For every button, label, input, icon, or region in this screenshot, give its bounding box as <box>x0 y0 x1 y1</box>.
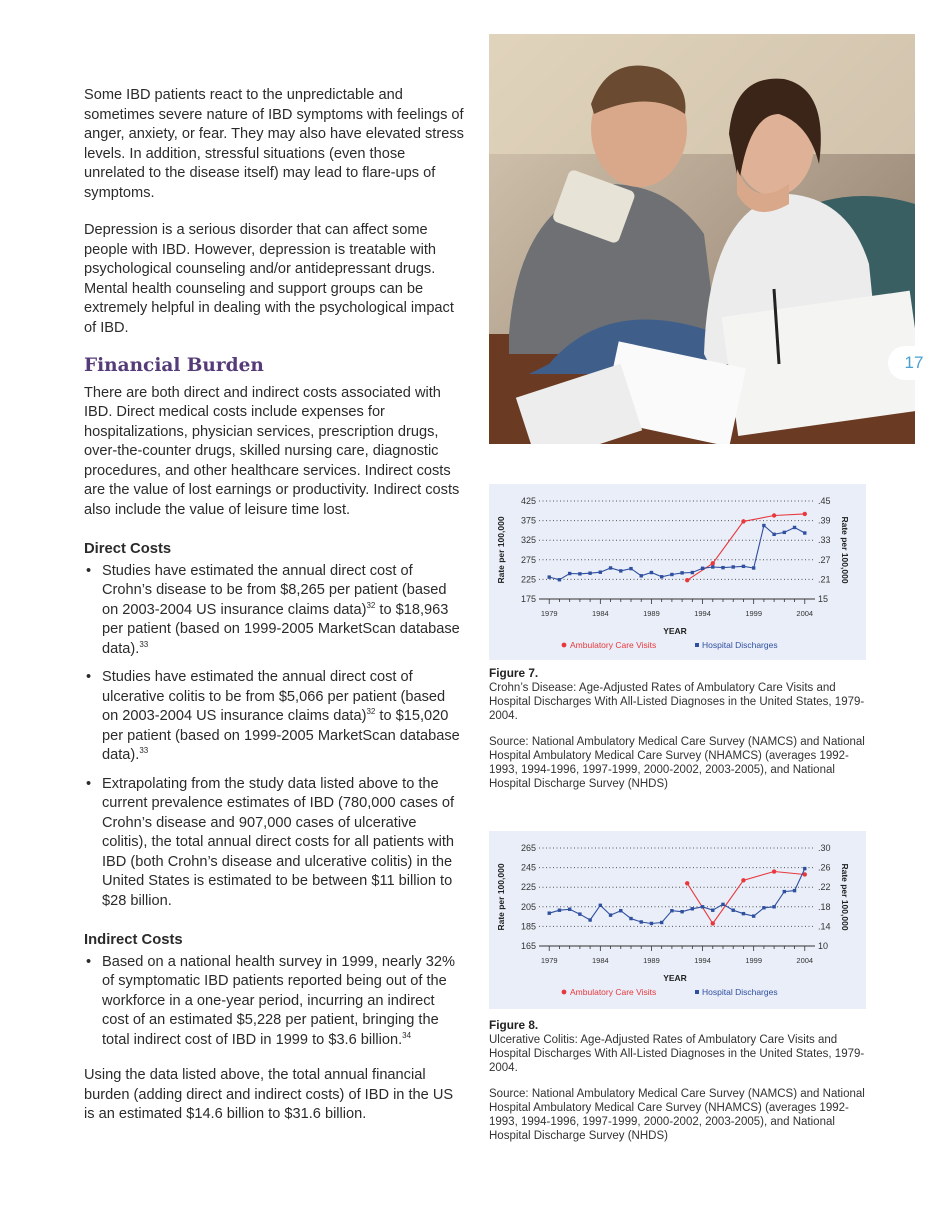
figure7-source: Source: National Ambulatory Medical Care Survey (NAMCS) and National Hospital Ambulatory Medical Care Survey (NHAMCS) (averages 1992-1993, 1994-1996, 1997-1999, 2000-2002, 2003-2005), and National Hospital Discharge Survey (NHDS) <box>489 736 865 790</box>
crohns-disease-chart <box>489 484 866 660</box>
hospital-discharges-point <box>558 578 561 581</box>
y-tick-label-right: .45 <box>818 496 831 506</box>
x-tick-label: 1989 <box>643 956 660 965</box>
hospital-discharges-point <box>629 917 632 920</box>
x-axis-title: YEAR <box>663 626 687 636</box>
hospital-discharges-point <box>680 910 683 913</box>
hospital-discharges-point <box>721 566 724 569</box>
hospital-discharges-point <box>742 565 745 568</box>
hospital-discharges-point <box>711 565 714 568</box>
hospital-discharges-point <box>588 571 591 574</box>
bullet-icon: • <box>86 775 92 792</box>
y-tick-label-right: 10 <box>818 941 829 951</box>
figure8-caption: Ulcerative Colitis: Age-Adjusted Rates of Ambulatory Care Visits and Hospital Discharges With All-Listed Diagnoses in the United States, 1979-2004. <box>489 1034 865 1074</box>
indirect-costs-list <box>84 953 464 1051</box>
ambulatory-visits-point <box>711 561 715 565</box>
y-axis-title-left: Rate per 100,000 <box>496 863 506 931</box>
hospital-discharges-point <box>732 909 735 912</box>
reference-number: 33 <box>139 746 149 756</box>
hospital-discharges-line <box>549 869 805 924</box>
hospital-discharges-point <box>599 904 602 907</box>
hospital-discharges-point <box>711 909 714 912</box>
y-tick-label-left: 205 <box>520 901 536 912</box>
hospital-discharges-point <box>640 920 643 923</box>
chart-box-figure8 <box>489 831 866 1009</box>
legend-ambulatory-marker <box>562 990 567 995</box>
page-number: 17 <box>888 346 940 380</box>
hospital-discharges-point <box>670 573 673 576</box>
legend-ambulatory-label: Ambulatory Care Visits <box>570 640 657 650</box>
x-tick-label: 2004 <box>796 609 814 618</box>
hospital-discharges-point <box>609 913 612 916</box>
y-tick-label-right: .33 <box>818 535 831 546</box>
hospital-discharges-point <box>783 531 786 534</box>
y-tick-label-left: 245 <box>520 862 536 873</box>
list-item: • Studies have estimated the annual direct cost of ulcerative colitis to be from $5,066 per patient (based on 2003-2004 US insurance claims data)$^{32}$ to $15,020 per patient (based on 1999-2005 MarketScan database data).$^{33}$ <box>86 669 460 763</box>
ulcerative-colitis-chart <box>489 831 866 1009</box>
hospital-discharges-point <box>762 906 765 909</box>
x-tick-label: 1979 <box>540 609 558 618</box>
y-tick-label-left: 325 <box>520 535 536 546</box>
y-tick-label-right: .14 <box>818 921 831 932</box>
legend-hospital-marker <box>695 990 699 994</box>
ambulatory-visits-point <box>711 921 715 925</box>
hospital-discharges-point <box>783 890 786 893</box>
x-axis-title: YEAR <box>663 973 687 983</box>
hospital-discharges-point <box>793 526 796 529</box>
reference-number: 34 <box>402 1030 412 1040</box>
y-tick-label-left: 175 <box>520 594 536 604</box>
y-axis-title-right: Rate per 100,000 <box>840 863 850 931</box>
direct-costs-list <box>84 562 464 912</box>
ambulatory-visits-point <box>741 519 745 523</box>
hospital-discharges-point <box>721 903 724 906</box>
ambulatory-visits-point <box>772 869 776 873</box>
y-tick-label-left: 425 <box>520 496 536 506</box>
y-tick-label-right: .27 <box>818 554 831 565</box>
y-axis-title-left: Rate per 100,000 <box>496 516 506 584</box>
hospital-discharges-point <box>680 571 683 574</box>
hospital-discharges-point <box>670 909 673 912</box>
hospital-discharges-point <box>548 911 551 914</box>
hospital-discharges-point <box>548 575 551 578</box>
hospital-discharges-point <box>660 575 663 578</box>
reference-number: 32 <box>366 707 376 717</box>
hospital-discharges-point <box>609 566 612 569</box>
hospital-discharges-point <box>742 912 745 915</box>
x-tick-label: 1979 <box>540 956 558 965</box>
ambulatory-visits-line <box>687 514 805 580</box>
y-tick-label-left: 185 <box>520 921 536 932</box>
figure7-caption-block <box>489 666 869 791</box>
reference-number: 32 <box>366 600 376 610</box>
y-tick-label-right: .22 <box>818 882 831 893</box>
hospital-discharges-point <box>772 533 775 536</box>
list-item: • Based on a national health survey in 1999, nearly 32% of symptomatic IBD patients reported being out of the workforce in a one-year period, incurring an indirect cost of an estimated $5,228 per patient, bringing the total indirect cost of IBD in 1999 to $3.6 billion.$^{34}$ <box>86 953 455 1048</box>
y-tick-label-right: .26 <box>818 862 831 873</box>
legend-ambulatory-label: Ambulatory Care Visits <box>570 987 657 997</box>
hospital-discharges-point <box>558 909 561 912</box>
ambulatory-visits-line <box>687 872 805 924</box>
hospital-discharges-point <box>619 909 622 912</box>
bullet-icon: • <box>86 562 92 579</box>
paragraph-emotions: Some IBD patients react to the unpredictable and sometimes severe nature of IBD symptoms with feelings of anger, anxiety, or fear. They may also have elevated stress levels. In addition, stressful situations (even those unrelated to the disease itself) may lead to flare-ups of symptoms. <box>84 87 464 201</box>
hospital-discharges-point <box>701 567 704 570</box>
x-tick-label: 2004 <box>796 956 814 965</box>
hospital-discharges-point <box>660 921 663 924</box>
y-tick-label-right: .18 <box>818 901 831 912</box>
x-tick-label: 1999 <box>745 956 763 965</box>
ambulatory-visits-point <box>685 881 689 885</box>
photo-couple-reviewing-bills <box>489 34 915 444</box>
hospital-discharges-point <box>568 572 571 575</box>
hospital-discharges-line <box>549 526 805 580</box>
hospital-discharges-point <box>629 567 632 570</box>
y-axis-title-right: Rate per 100,000 <box>840 516 850 584</box>
hospital-discharges-point <box>762 524 765 527</box>
y-tick-label-left: 265 <box>520 843 536 853</box>
y-tick-label-right: 15 <box>818 594 829 604</box>
hospital-discharges-point <box>732 565 735 568</box>
y-tick-label-left: 375 <box>520 515 536 526</box>
y-tick-label-left: 165 <box>520 941 536 951</box>
hospital-discharges-point <box>803 531 806 534</box>
reference-number: 33 <box>139 639 149 649</box>
body-text-column <box>84 86 464 1143</box>
hospital-discharges-point <box>588 918 591 921</box>
x-tick-label: 1994 <box>694 609 711 618</box>
legend-hospital-label: Hospital Discharges <box>702 987 778 997</box>
hospital-discharges-point <box>650 922 653 925</box>
hospital-discharges-point <box>752 566 755 569</box>
hospital-discharges-point <box>619 569 622 572</box>
figure8-source: Source: National Ambulatory Medical Care Survey (NAMCS) and National Hospital Ambulatory Medical Care Survey (NHAMCS) (averages 1992-1993, 1994-1996, 1997-1999, 2000-2002, 2003-2005), and National Hospital Discharge Survey (NHDS) <box>489 1088 865 1142</box>
ambulatory-visits-point <box>741 878 745 882</box>
photo-illustration <box>489 34 915 444</box>
y-tick-label-left: 225 <box>520 574 536 585</box>
hospital-discharges-point <box>650 571 653 574</box>
legend-ambulatory-marker <box>562 643 567 648</box>
ambulatory-visits-point <box>803 512 807 516</box>
x-tick-label: 1994 <box>694 956 711 965</box>
figure8-caption-block <box>489 1018 869 1143</box>
paragraph-costs-intro: There are both direct and indirect costs associated with IBD. Direct medical costs include expenses for hospitalizations, physician services, prescription drugs, over-the-counter drugs, skilled nursing care, diagnostic procedures, and other healthcare services. Indirect costs are the value of lost earnings or productivity. Indirect costs also include the value of leisure time lost. <box>84 384 460 518</box>
paragraph-depression: Depression is a serious disorder that can affect some people with IBD. However, depression is treatable with psychological counseling and/or antidepressant drugs. Mental health counseling and support groups can be extremely helpful in dealing with the psychological impact of IBD. <box>84 222 454 336</box>
legend-hospital-label: Hospital Discharges <box>702 640 778 650</box>
chart-box-figure7 <box>489 484 866 660</box>
section-heading-financial-burden: Financial Burden <box>84 355 264 376</box>
hospital-discharges-point <box>691 907 694 910</box>
hospital-discharges-point <box>701 905 704 908</box>
legend-hospital-marker <box>695 643 699 647</box>
ambulatory-visits-point <box>685 578 689 582</box>
subheading-direct-costs: Direct Costs <box>84 541 172 557</box>
hospital-discharges-point <box>578 572 581 575</box>
y-tick-label-right: .39 <box>818 515 831 526</box>
paragraph-total-burden: Using the data listed above, the total annual financial burden (adding direct and indirect costs) of IBD in the US is an estimated $14.6 billion to $31.6 billion. <box>84 1067 454 1122</box>
hospital-discharges-point <box>793 889 796 892</box>
hospital-discharges-point <box>752 914 755 917</box>
y-tick-label-left: 275 <box>520 554 536 565</box>
figure7-caption: Crohn’s Disease: Age-Adjusted Rates of Ambulatory Care Visits and Hospital Discharges With All-Listed Diagnoses in the United States, 1979-2004. <box>489 682 865 722</box>
x-tick-label: 1989 <box>643 609 660 618</box>
x-tick-label: 1984 <box>591 609 609 618</box>
list-item: • Extrapolating from the study data listed above to the current prevalence estimates of IBD (780,000 cases of Crohn’s disease and 907,000 cases of ulcerative colitis), the total annual direct costs for all patients with IBD (both Crohn’s disease and ulcerative colitis) in the United States is estimated to be between $11 billion to $28 billion. <box>86 775 455 909</box>
x-tick-label: 1999 <box>745 609 763 618</box>
hospital-discharges-point <box>772 905 775 908</box>
x-tick-label: 1984 <box>591 956 609 965</box>
subheading-indirect-costs: Indirect Costs <box>84 932 183 948</box>
hospital-discharges-point <box>691 571 694 574</box>
hospital-discharges-point <box>578 912 581 915</box>
y-tick-label-left: 225 <box>520 882 536 893</box>
y-tick-label-right: .30 <box>818 843 831 853</box>
figure8-label: Figure 8. <box>489 1018 539 1032</box>
list-item: • Studies have estimated the annual direct cost of Crohn’s disease to be from $8,265 per patient (based on 2003-2004 US insurance claims data)$^{32}$ to $18,963 per patient (based on 1999-2005 MarketScan database data).$^{33}$ <box>86 562 460 657</box>
bullet-icon: • <box>86 953 92 970</box>
figure7-label: Figure 7. <box>489 666 539 680</box>
hospital-discharges-point <box>803 867 806 870</box>
y-tick-label-right: .21 <box>818 574 831 585</box>
hospital-discharges-point <box>599 571 602 574</box>
ambulatory-visits-point <box>772 513 776 517</box>
hospital-discharges-point <box>640 574 643 577</box>
bullet-icon: • <box>86 669 92 685</box>
hospital-discharges-point <box>568 908 571 911</box>
